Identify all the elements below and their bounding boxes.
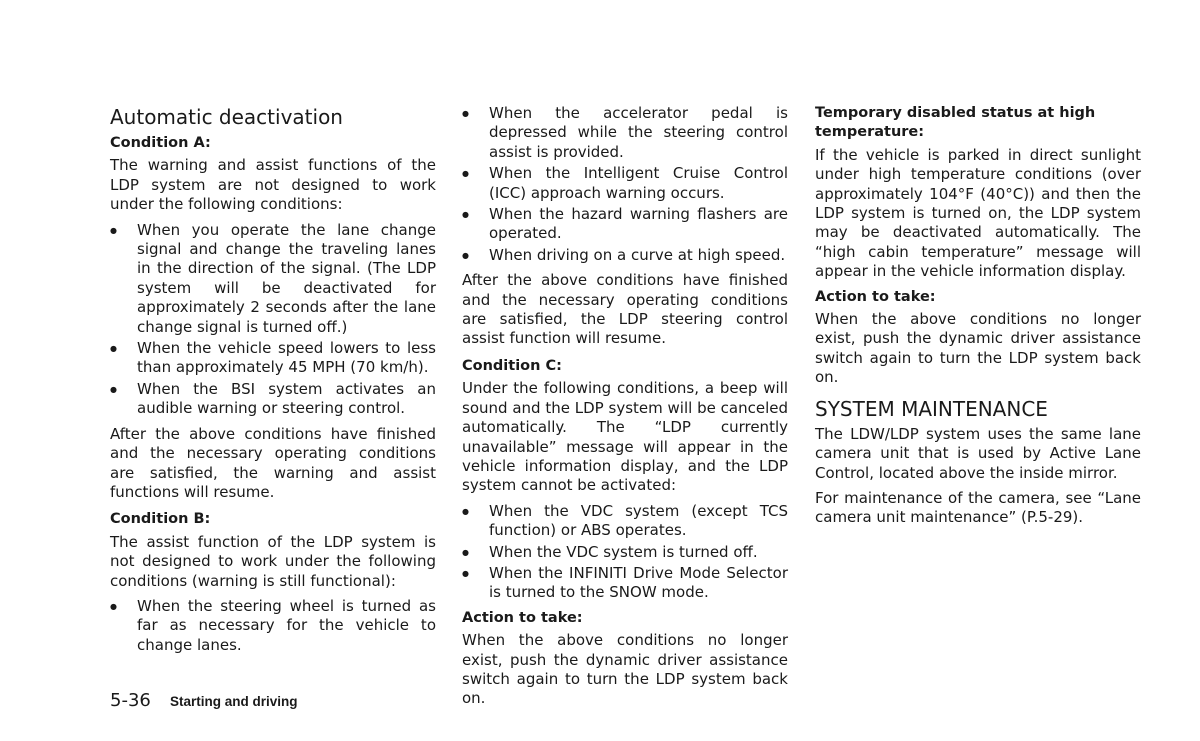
list-item: ● When driving on a curve at high speed. (462, 246, 788, 265)
condition-c-intro: Under the following conditions, a beep will sound and the LDP system will be canceled automatically. The “LDP currently unavailable” message will appear in the vehicle information display, and the LDP system cannot be activated: (462, 379, 788, 495)
maintenance-text-1: The LDW/LDP system uses the same lane camera unit that is used by Active Lane Control, located above the inside mirror. (815, 424, 1141, 482)
list-item: ● When the VDC system is turned off. (462, 543, 788, 562)
list-item: ● When the steering wheel is turned as far as necessary for the vehicle to change lanes. (110, 597, 436, 655)
temp-disabled-text: If the vehicle is parked in direct sunlight under high temperature conditions (over approximately 104°F (40°C)) and then the LDP system is turned on, the LDP system may be deactivated automatically. The “high cabin temperature” message will appear in the vehicle information display. (815, 145, 1141, 281)
condition-b-intro: The assist function of the LDP system is not designed to work under the following conditions (warning is still functional): (110, 532, 436, 590)
page-footer (110, 690, 297, 711)
condition-c-title: Condition C: (462, 357, 562, 374)
list-item: ● When the VDC system (except TCS function) or ABS operates. (462, 502, 788, 541)
action-to-take-text: When the above conditions no longer exist, push the dynamic driver assistance switch again to turn the LDP system back on. (462, 631, 788, 708)
condition-a-list (110, 221, 436, 419)
column-1 (110, 104, 436, 661)
condition-a-resume-text: After the above conditions have finished and the necessary operating conditions are satisfied, the warning and assist functions will resume. (110, 424, 436, 501)
condition-a-title: Condition A: (110, 135, 211, 151)
page-number: 5-36 (110, 690, 151, 711)
list-item: ● When the INFINITI Drive Mode Selector is turned to the SNOW mode. (462, 564, 788, 603)
footer-section-name: Starting and driving (169, 694, 298, 709)
condition-c-list (462, 502, 788, 603)
list-item: ● When the hazard warning flashers are operated. (462, 205, 788, 244)
temp-disabled-title: Temporary disabled status at high temperature: (815, 105, 1096, 141)
action-to-take-title: Action to take: (462, 609, 583, 626)
section-heading-automatic-deactivation: Automatic deactivation (110, 105, 343, 129)
maintenance-text-2: For maintenance of the camera, see “Lane camera unit maintenance” (P.5-29). (815, 488, 1141, 527)
action-to-take-text: When the above conditions no longer exist, push the dynamic driver assistance switch again to turn the LDP system back on. (815, 310, 1141, 387)
list-item: ● When you operate the lane change signal and change the traveling lanes in the direction of the signal. (The LDP system will be deactivated for approximately 2 seconds after the lane change signal is turned off.) (110, 221, 436, 337)
list-item: ● When the accelerator pedal is depressed while the steering control assist is provided. (462, 104, 788, 162)
column-2 (462, 104, 788, 715)
condition-b-title: Condition B: (110, 511, 211, 528)
section-heading-system-maintenance: SYSTEM MAINTENANCE (815, 396, 1048, 421)
list-item: ● When the BSI system activates an audible warning or steering control. (110, 380, 436, 419)
condition-b-resume-text: After the above conditions have finished and the necessary operating conditions are satisfied, the LDP steering control assist function will resume. (462, 271, 788, 348)
condition-a-intro: The warning and assist functions of the LDP system are not designed to work under the following conditions: (110, 156, 436, 214)
list-item: ● When the Intelligent Cruise Control (ICC) approach warning occurs. (462, 164, 788, 203)
action-to-take-title: Action to take: (815, 288, 936, 305)
condition-b-list (110, 597, 436, 655)
list-item: ● When the vehicle speed lowers to less than approximately 45 MPH (70 km/h). (110, 339, 436, 378)
condition-b-list-continued (462, 104, 788, 265)
column-3 (815, 104, 1141, 534)
